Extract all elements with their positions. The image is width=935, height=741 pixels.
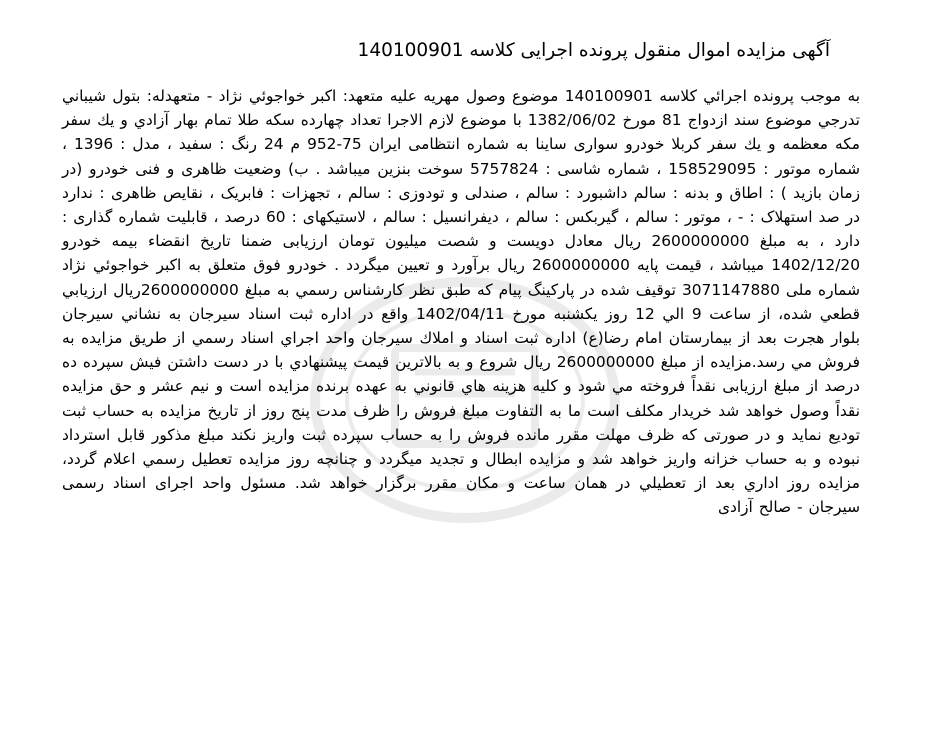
- notice-title: آگهی مزایده اموال منقول پرونده اجرایی کلاسه 140100901: [357, 40, 830, 61]
- notice-body: به موجب پرونده اجرائي كلاسه 140100901 موضوع وصول مهريه عليه متعهد: اكبر خواجوئي نژاد - متعهدله: بتول شيباني تدرجي موضوع سند ازدواج 81 مورخ 1382/06/02 با موضوع لازم الاجرا تعداد چهارده سكه طلا تمام بهار آزادي و يك سفر مكه معظمه و يك سفر كربلا خودرو سواری ساینا به شماره انتظامی ایران 75-952 م 24 رنگ : سفید ، مدل : 1396 ، شماره موتور : 158529095 ، شماره شاسی : 5757824 سوخت بنزین میباشد . ب) وضعیت ظاهری و فنی خودرو (در زمان بازید ) : اطاق و بدنه : سالم داشبورد : سالم ، صندلی و تودوزی : سالم ، تجهزات : فابریک ، نقایص ظاهری : ندارد در صد استهلاک : - ، موتور : سالم ، گیربکس : سالم ، دیفرانسیل : سالم ، لاستیکهای : 60 درصد ، قابلیت شماره گذاری : دارد ، به مبلغ 2600000000 ریال معادل دویست و شصت میلیون تومان ارزیابی ضمنا تاریخ انقضاء بیمه خودرو 1402/12/20 میباشد ، قیمت پایه 2600000000 ریال برآورد و تعیین میگردد . خودرو فوق متعلق به اكبر خواجوئي نژاد شماره ملی 3071147880 توقیف شده در پارکینگ پیام که طبق نظر كارشناس رسمي به مبلغ 2600000000ريال ارزيابي قطعي شده، از ساعت 9 الي 12 روز يكشنبه مورخ 1402/04/11 واقع در اداره ثبت اسناد سيرجان به نشاني سيرجان بلوار هجرت بعد از بيمارستان امام رضا(ع) اداره ثبت اسناد و املاك سيرجان واحد اجراي اسناد رسمي از طريق مزايده به فروش مي رسد.مزايده از مبلغ 2600000000 ريال شروع و به بالاترين قيمت پيشنهادي با در دست داشتن فيش سپرده ده درصد از مبلغ ارزيابی نقداً فروخته مي شود و كليه هزينه هاي قانوني به عهده برنده مزايده است و نيم عشر و حق مزايده نقداً وصول خواهد شد خريدار مكلف است ما به التفاوت مبلغ فروش را ظرف مدت پنج روز از تاريخ مزايده به حساب ثبت توديع نمايد و در صورتی كه ظرف مهلت مقرر مانده فروش را به حساب سپرده ثبت واريز نكند مبلغ مذكور قابل استرداد نبوده و به حساب خزانه واريز خواهد شد و مزايده ابطال و تجديد ميگردد و چنانچه روز مزايده تعطيل رسمي اعلام گردد، مزايده روز اداري بعد از تعطيلي در همان ساعت و مكان مقرر برگزار خواهد شد. مسئول واحد اجرای اسناد رسمی سیرجان - صالح آزادی: [62, 87, 861, 517]
